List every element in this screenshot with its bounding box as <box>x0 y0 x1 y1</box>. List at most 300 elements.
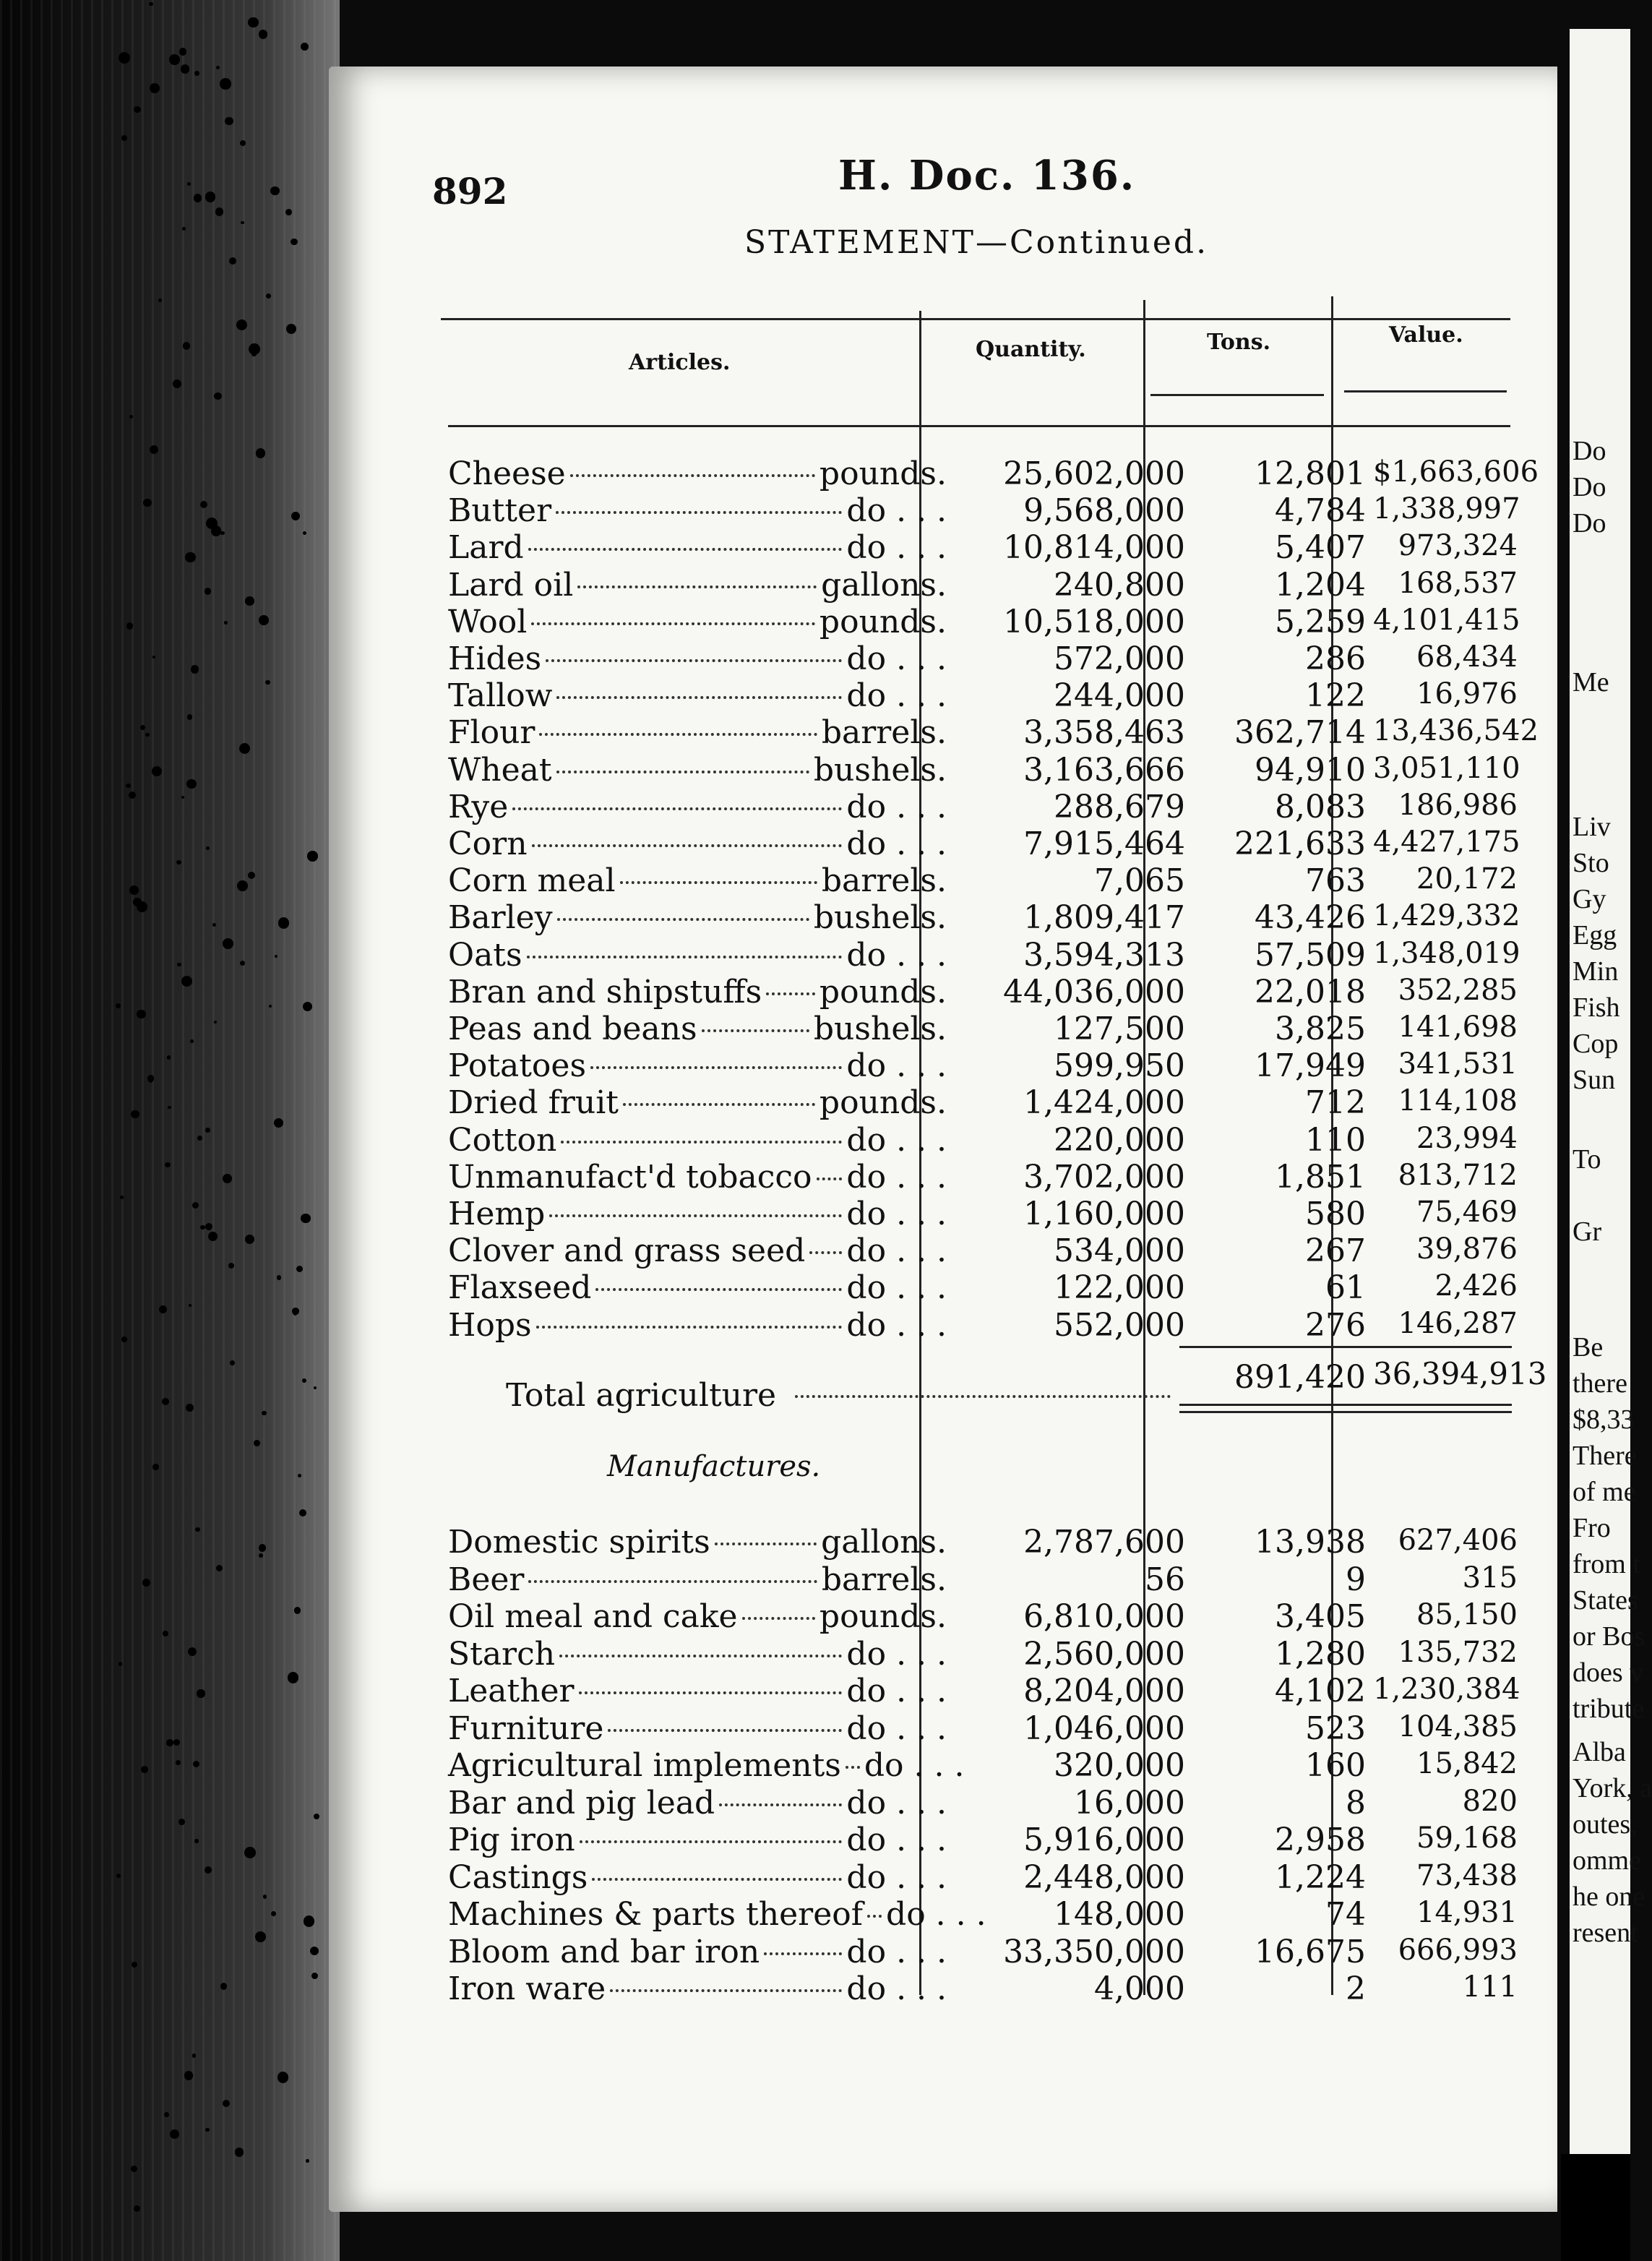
article-name: Cotton <box>448 1121 557 1159</box>
value-cell: 141,698 <box>1398 1011 1518 1044</box>
article-cell <box>448 1196 947 1232</box>
article-cell <box>448 1524 947 1561</box>
scan-speck <box>211 525 222 536</box>
unit-label: barrels. <box>821 1561 947 1598</box>
scan-speck <box>168 1106 171 1110</box>
facing-page-fragment: Gy <box>1573 884 1606 914</box>
scan-speck <box>119 1662 123 1666</box>
unit-label: do . . . <box>846 1158 947 1196</box>
scan-speck <box>256 448 265 458</box>
quantity-cell: 148,000 <box>1054 1896 1185 1933</box>
table-row <box>448 752 1518 788</box>
article-cell <box>448 1896 986 1933</box>
quantity-cell: 5,916,000 <box>1023 1822 1185 1858</box>
scan-speck <box>165 1162 171 1168</box>
leader-dots <box>561 1141 842 1144</box>
article-cell <box>448 937 947 974</box>
scan-speck <box>176 860 181 865</box>
table-row <box>448 640 1518 677</box>
scan-speck <box>158 299 162 302</box>
scan-speck <box>302 1378 306 1383</box>
leader-dots <box>764 1952 842 1955</box>
scan-speck <box>266 293 271 299</box>
leader-dots <box>623 1103 815 1106</box>
scan-speck <box>269 1005 272 1008</box>
unit-label: do . . . <box>846 1232 947 1270</box>
tons-cell: 8,083 <box>1275 788 1366 825</box>
scan-speck <box>120 1196 124 1199</box>
tons-cell: 3,405 <box>1275 1598 1366 1635</box>
article-cell <box>448 1232 947 1269</box>
tons-cell: 4,102 <box>1275 1673 1366 1709</box>
facing-page-fragment: Liv <box>1573 812 1611 842</box>
scan-speck <box>205 2128 209 2132</box>
value-cell: 1,338,997 <box>1373 492 1520 526</box>
value-cell: 68,434 <box>1416 640 1518 674</box>
leader-dots <box>715 1543 817 1545</box>
facing-page-fragment: Fro <box>1573 1513 1611 1543</box>
facing-page-fragment: Cop <box>1573 1029 1619 1059</box>
scan-speck <box>181 976 192 987</box>
scan-speck <box>193 1761 199 1767</box>
article-name: Hides <box>448 640 542 677</box>
facing-page-fragment: To <box>1573 1144 1601 1175</box>
facing-page-fragment: Me <box>1573 667 1609 698</box>
table-row <box>448 1598 1518 1634</box>
article-cell <box>448 862 947 899</box>
scan-speck <box>131 2166 137 2172</box>
facing-page-fragment: or Bos <box>1573 1621 1645 1652</box>
quantity-cell: 3,163,666 <box>1023 751 1185 789</box>
scan-speck <box>200 1225 205 1230</box>
facing-page-fragment: Gr <box>1573 1217 1602 1247</box>
article-name: Butter <box>448 492 552 530</box>
value-cell: 4,427,175 <box>1373 825 1520 859</box>
facing-page-fragment: Do <box>1573 508 1606 539</box>
scan-speck <box>270 186 279 195</box>
tons-cell: 276 <box>1305 1306 1366 1344</box>
article-name: Starch <box>448 1635 556 1673</box>
unit-label: do . . . <box>846 1306 947 1344</box>
scan-speck <box>241 221 244 224</box>
facing-page-fragment: Egg <box>1573 920 1617 951</box>
leader-dots <box>556 511 842 514</box>
quantity-cell: 220,000 <box>1054 1121 1185 1159</box>
leader-dots <box>546 659 842 662</box>
table-row <box>448 1011 1518 1047</box>
leader-dots <box>817 1177 843 1180</box>
scan-speck <box>150 83 160 93</box>
value-cell: 1,429,332 <box>1373 899 1520 933</box>
scan-speck <box>131 1110 139 1119</box>
scan-speck <box>265 680 270 685</box>
tons-cell: 1,224 <box>1275 1858 1366 1896</box>
article-cell <box>448 1673 947 1709</box>
table-row <box>448 1859 1518 1895</box>
scan-speck <box>162 1398 169 1405</box>
scan-speck <box>237 880 248 891</box>
value-cell: 1,230,384 <box>1373 1673 1520 1706</box>
facing-page-fragment: tribute <box>1573 1694 1645 1724</box>
scan-speck <box>186 779 196 789</box>
scan-speck <box>119 52 130 64</box>
scan-speck <box>301 1214 310 1223</box>
article-cell <box>448 752 947 789</box>
scan-speck <box>236 319 247 330</box>
article-name: Bar and pig lead <box>448 1784 715 1822</box>
tons-cell: 580 <box>1305 1196 1366 1232</box>
facing-page-fragment: outes, <box>1573 1809 1638 1840</box>
value-cell: 15,842 <box>1416 1747 1518 1780</box>
article-cell <box>448 1710 947 1747</box>
leader-dots <box>528 1580 817 1583</box>
scan-speck <box>278 2072 289 2083</box>
article-name: Corn <box>448 825 528 862</box>
scan-speck <box>200 501 207 508</box>
unit-label: pounds. <box>819 603 947 640</box>
facing-page-fragment: of me <box>1573 1477 1636 1507</box>
scan-speck <box>311 1973 319 1980</box>
table-row <box>448 1673 1518 1709</box>
quantity-cell: 4,000 <box>1094 1970 1185 2007</box>
article-cell <box>448 1859 947 1896</box>
article-name: Clover and grass seed <box>448 1232 806 1270</box>
table-row <box>448 1122 1518 1158</box>
scan-speck <box>170 2129 179 2139</box>
scan-speck <box>314 1814 319 1819</box>
value-cell: 168,537 <box>1398 566 1518 600</box>
scan-speck <box>301 43 309 51</box>
scan-speck <box>212 923 216 927</box>
scan-border <box>1561 2154 1630 2261</box>
scan-speck <box>223 938 233 949</box>
scan-speck <box>206 846 210 850</box>
table-row <box>448 1710 1518 1746</box>
quantity-cell: 2,787,600 <box>1023 1524 1185 1561</box>
article-name: Oats <box>448 936 522 974</box>
scan-speck <box>216 1565 223 1571</box>
quantity-cell: 320,000 <box>1054 1747 1185 1784</box>
scan-speck <box>310 1947 319 1955</box>
article-cell <box>448 1269 947 1306</box>
quantity-cell: 33,350,000 <box>1003 1933 1185 1970</box>
value-cell: 114,108 <box>1398 1084 1518 1118</box>
table-top-rule <box>441 318 1510 320</box>
unit-label: do . . . <box>846 936 947 974</box>
article-cell <box>448 529 947 566</box>
quantity-cell: 25,602,000 <box>1003 455 1185 492</box>
scan-speck <box>262 1411 267 1416</box>
scan-speck <box>186 1404 194 1412</box>
unit-label: barrels. <box>821 714 947 752</box>
article-name: Pig iron <box>448 1822 575 1858</box>
scan-speck <box>194 194 202 202</box>
total-leader-dots <box>795 1395 1171 1398</box>
unit-label: bushels. <box>813 899 947 937</box>
table-row <box>448 1934 1518 1970</box>
facing-page-fragment: States <box>1573 1585 1638 1616</box>
scan-speck <box>179 48 186 55</box>
tons-cell: 57,509 <box>1255 936 1366 974</box>
table-row <box>448 1896 1518 1932</box>
value-cell: 4,101,415 <box>1373 603 1520 637</box>
tons-cell: 122 <box>1305 677 1366 715</box>
leader-dots <box>610 1989 842 1992</box>
statement-title: STATEMENT—Continued. <box>744 224 1209 261</box>
article-cell <box>448 455 947 492</box>
value-cell: 352,285 <box>1398 973 1518 1007</box>
scan-speck <box>255 1931 266 1942</box>
table-row <box>448 1636 1518 1672</box>
quantity-cell: 127,500 <box>1054 1011 1185 1047</box>
article-name: Bloom and bar iron <box>448 1933 760 1970</box>
scan-speck <box>126 784 131 789</box>
article-cell <box>448 1598 947 1635</box>
book-gutter <box>0 0 340 2261</box>
article-name: Hemp <box>448 1196 546 1232</box>
scan-speck <box>194 71 199 76</box>
unit-label: do . . . <box>864 1747 965 1784</box>
leader-dots <box>531 622 815 625</box>
quantity-cell: 3,594,313 <box>1023 936 1185 974</box>
unit-label: do . . . <box>846 529 947 567</box>
scan-speck <box>185 552 196 563</box>
scan-speck <box>163 1631 168 1636</box>
table-row <box>448 1232 1518 1269</box>
table-row <box>448 974 1518 1010</box>
tons-cell: 74 <box>1325 1896 1366 1933</box>
scan-speck <box>167 1055 171 1059</box>
scan-speck <box>121 135 127 141</box>
scan-speck <box>214 392 222 400</box>
facing-page-fragment: Be <box>1573 1332 1604 1363</box>
leader-dots <box>620 881 817 884</box>
value-cell: 973,324 <box>1398 529 1518 563</box>
total-agriculture-value: 36,394,913 <box>1373 1356 1547 1391</box>
article-cell <box>448 1747 965 1784</box>
tons-cell: 286 <box>1305 640 1366 677</box>
table-row <box>448 604 1518 640</box>
quantity-cell: 552,000 <box>1054 1306 1185 1344</box>
leader-dots <box>557 918 809 921</box>
unit-label: do . . . <box>846 640 947 677</box>
facing-page-fragment: There <box>1573 1441 1637 1471</box>
quantity-cell: 9,568,000 <box>1023 492 1185 530</box>
facing-page-fragment: York, a <box>1573 1773 1652 1803</box>
scan-speck <box>195 1527 200 1532</box>
scan-speck <box>182 227 186 231</box>
header-bottom-rule <box>448 425 1510 427</box>
tons-cell: 3,825 <box>1275 1011 1366 1047</box>
unit-label: do . . . <box>846 492 947 530</box>
article-name: Agricultural implements <box>448 1747 841 1784</box>
scan-speck <box>285 209 292 215</box>
scan-speck <box>263 1895 267 1899</box>
quantity-cell: 240,800 <box>1054 566 1185 604</box>
value-cell: 341,531 <box>1398 1047 1518 1081</box>
leader-dots <box>702 1029 809 1032</box>
tons-cell: 1,204 <box>1275 566 1366 604</box>
unit-label: do . . . <box>846 1822 947 1858</box>
article-cell <box>448 825 947 862</box>
table-row <box>448 1785 1518 1821</box>
quantity-cell: 7,915,464 <box>1023 825 1185 862</box>
scan-speck <box>134 2205 140 2212</box>
scan-speck <box>149 2 153 7</box>
table-row <box>448 677 1518 713</box>
scan-speck <box>205 1223 212 1230</box>
scan-speck <box>230 1360 235 1365</box>
scan-speck <box>129 415 133 419</box>
leader-dots <box>766 992 815 995</box>
article-name: Unmanufact'd tobacco <box>448 1158 812 1196</box>
scan-speck <box>259 1553 263 1558</box>
unit-label: barrels. <box>821 862 947 900</box>
facing-page-fragment: there <box>1573 1368 1627 1399</box>
scan-speck <box>121 1337 127 1342</box>
tons-cell: 1,280 <box>1275 1635 1366 1673</box>
leader-dots <box>579 1691 843 1694</box>
value-cell: 2,426 <box>1434 1269 1518 1303</box>
scan-speck <box>173 1739 180 1746</box>
value-cell: 820 <box>1462 1784 1518 1818</box>
scan-speck <box>314 1386 317 1389</box>
value-cell: 3,051,110 <box>1373 751 1520 785</box>
scan-speck <box>259 1544 267 1552</box>
value-cell: 627,406 <box>1398 1524 1518 1557</box>
quantity-cell: 56 <box>1145 1561 1185 1598</box>
scan-speck <box>216 66 220 69</box>
tons-cell: 712 <box>1305 1084 1366 1122</box>
value-cell: 39,876 <box>1416 1232 1518 1266</box>
scan-speck <box>225 117 233 125</box>
tons-cell: 13,938 <box>1255 1524 1366 1561</box>
scan-speck <box>192 2054 197 2058</box>
unit-label: do . . . <box>846 1635 947 1673</box>
facing-page-fragment: Do <box>1573 436 1606 466</box>
quantity-cell: 599,950 <box>1054 1047 1185 1085</box>
scan-speck <box>191 665 199 674</box>
value-header: Value. <box>1389 322 1463 348</box>
leader-dots <box>556 696 842 699</box>
value-header-underline <box>1344 390 1507 392</box>
leader-dots <box>719 1803 842 1806</box>
scan-speck <box>292 1308 298 1314</box>
article-cell <box>448 492 947 529</box>
quantity-cell: 6,810,000 <box>1023 1598 1185 1635</box>
leader-dots <box>536 1326 843 1329</box>
scan-speck <box>143 499 152 507</box>
scan-speck <box>274 1118 283 1128</box>
scan-speck <box>298 1474 301 1477</box>
scan-speck <box>248 872 256 880</box>
value-cell: 16,976 <box>1416 677 1518 711</box>
unit-label: pounds. <box>819 1084 947 1122</box>
scan-speck <box>235 2148 244 2157</box>
scan-speck <box>278 917 289 928</box>
scan-speck <box>215 207 224 216</box>
article-cell <box>448 1970 947 2007</box>
article-name: Lard <box>448 529 524 567</box>
scan-speck <box>116 1874 121 1878</box>
scan-speck <box>220 78 231 90</box>
scan-speck <box>244 1847 256 1858</box>
scan-speck <box>286 324 296 334</box>
scan-speck <box>220 531 224 535</box>
quantity-header: Quantity. <box>976 337 1086 362</box>
article-name: Wool <box>448 603 528 640</box>
table-row <box>448 1159 1518 1195</box>
scan-speck <box>205 588 211 594</box>
facing-page-fragment: omme <box>1573 1845 1641 1876</box>
tons-cell: 16,675 <box>1255 1933 1366 1970</box>
leader-dots <box>570 474 815 477</box>
scan-speck <box>178 1819 185 1825</box>
table-row <box>448 789 1518 825</box>
leader-dots <box>556 771 809 773</box>
scan-speck <box>194 1839 198 1842</box>
article-name: Dried fruit <box>448 1084 619 1122</box>
facing-page-edge <box>1570 29 1652 2154</box>
value-cell: 186,986 <box>1398 788 1518 822</box>
unit-label: bushels. <box>813 1011 947 1047</box>
article-cell <box>448 1084 947 1121</box>
total-bottom-rule-2 <box>1179 1411 1512 1413</box>
scan-speck <box>188 1647 197 1656</box>
quantity-cell: 1,046,000 <box>1023 1709 1185 1747</box>
scan-speck <box>197 1136 202 1141</box>
value-cell: $1,663,606 <box>1373 455 1539 489</box>
leader-dots <box>559 1655 842 1657</box>
scan-speck <box>296 1266 303 1272</box>
tons-cell: 160 <box>1305 1747 1366 1784</box>
facing-page-fragment: Sun <box>1573 1065 1616 1095</box>
scan-speck <box>169 54 180 65</box>
article-name: Machines & parts thereof <box>448 1896 864 1933</box>
article-cell <box>448 1934 947 1970</box>
unit-label: do . . . <box>846 1933 947 1970</box>
leader-dots <box>867 1915 882 1918</box>
article-cell <box>448 714 947 751</box>
table-row <box>448 1047 1518 1084</box>
tons-cell: 43,426 <box>1255 899 1366 937</box>
unit-label: pounds. <box>819 973 947 1011</box>
tons-cell: 8 <box>1346 1784 1366 1822</box>
facing-page-fragment: he one <box>1573 1882 1645 1912</box>
quantity-cell: 2,560,000 <box>1023 1635 1185 1673</box>
value-cell: 135,732 <box>1398 1635 1518 1669</box>
tons-cell: 362,714 <box>1234 714 1366 752</box>
quantity-cell: 7,065 <box>1094 862 1185 900</box>
article-name: Barley <box>448 899 553 937</box>
scan-speck <box>224 621 227 624</box>
article-cell <box>448 1822 947 1858</box>
unit-label: do . . . <box>846 1121 947 1159</box>
leader-dots <box>608 1729 842 1732</box>
facing-page-fragment: Min <box>1573 956 1619 987</box>
scan-speck <box>288 1672 299 1683</box>
tons-cell: 523 <box>1305 1709 1366 1747</box>
article-cell <box>448 1122 947 1159</box>
scan-speck <box>240 140 246 146</box>
total-agriculture-label: Total agriculture <box>506 1377 777 1414</box>
facing-page-fragment: does v <box>1573 1657 1644 1688</box>
quantity-cell: 1,809,417 <box>1023 899 1185 937</box>
article-name: Bran and shipstuffs <box>448 973 762 1011</box>
scan-speck <box>303 531 306 535</box>
unit-label: do . . . <box>846 1269 947 1307</box>
article-name: Castings <box>448 1858 588 1896</box>
